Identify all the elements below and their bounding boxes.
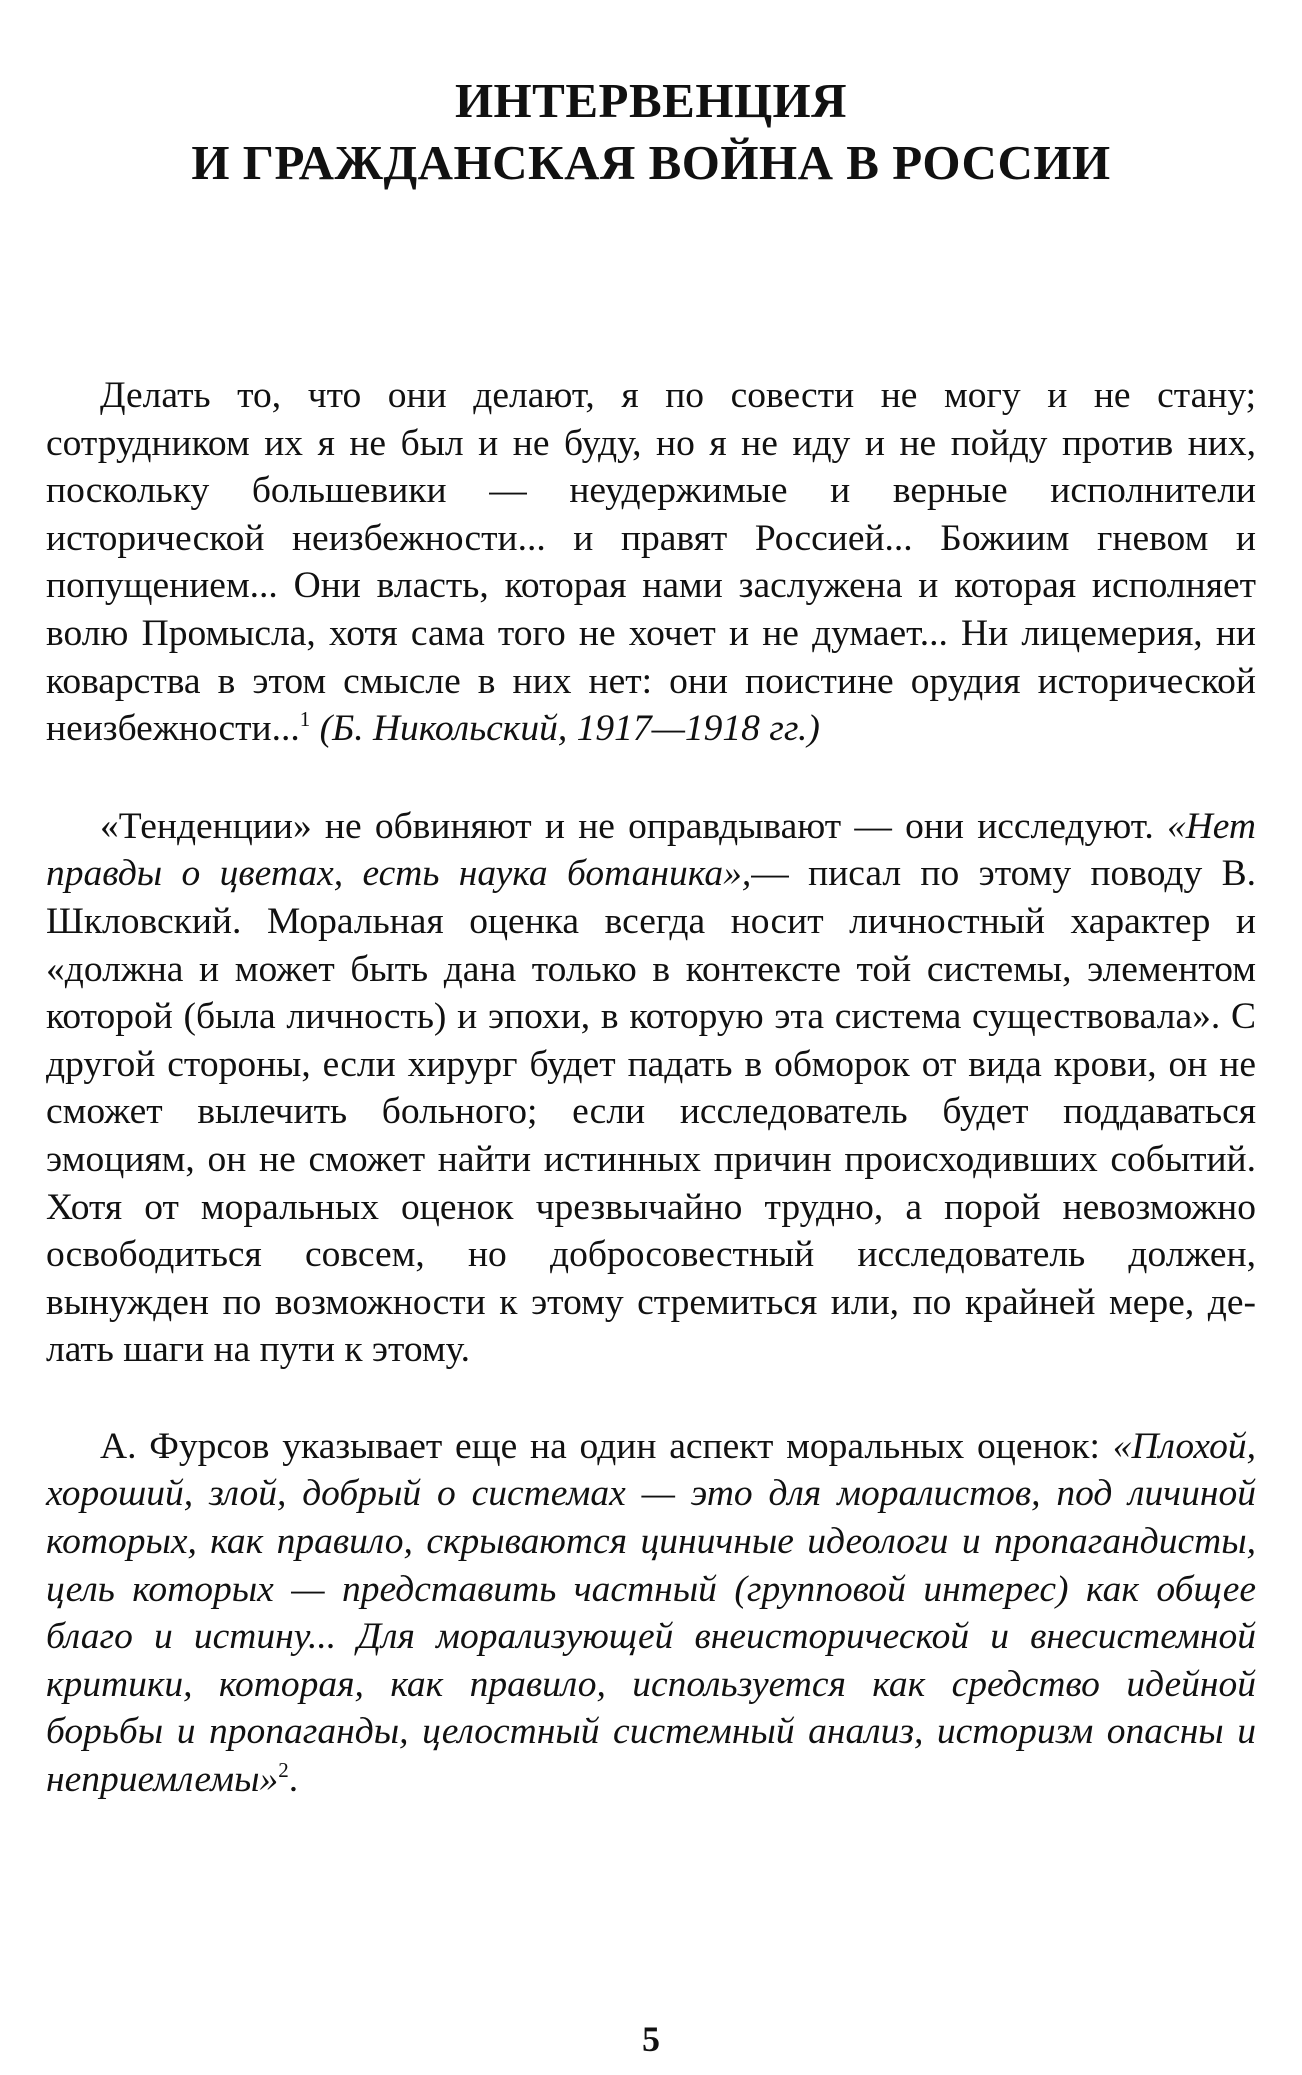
chapter-title-line-1: ИНТЕРВЕНЦИЯ: [454, 73, 848, 128]
fursov-quote: «Плохой, хороший, злой, добрый о системах — это для моралистов, под личиной которых, как правило, скрываются циничные идеологи и пропагандисты, цель которых — представить частный (групповой интерес) как общее благо и истину... Для морализующей внеисторической и внесистемной критики, которая, как правило, используется как средство идейной борьбы и пропаганды, целостный системный анализ, историзм опасны и неприемлемы»: [46, 1425, 1256, 1801]
footnote-mark-2: 2: [278, 1758, 289, 1783]
shklovsky-quote: «Нет правды о цветах, есть наука ботаника»,: [46, 805, 1256, 895]
body-paragraph-1: [46, 803, 1256, 1374]
paragraph-end: .: [288, 1759, 299, 1801]
epigraph-paragraph: [46, 372, 1256, 753]
body-paragraph-2: [46, 1423, 1256, 1804]
epigraph-text: Делать то, что они делают, я по совести не могу и не стану; сотрудником их я не был и не буду, но я не иду и не пойду против них, поскольку большевики — неудержимые и верные исполнители исторической неизбежности... и правят Россией... Божиим гневом и попущением... Они власть, которая нами заслужена и которая исполняет волю Промысла, хотя сама того не хочет и не думает... Ни лицемерия, ни коварства в этом смысле в них нет: они поистине орудия исторической неизбежности...: [46, 375, 1256, 750]
chapter-title-line-2: И ГРАЖДАНСКАЯ ВОЙНА В РОССИИ: [191, 135, 1111, 190]
chapter-title: [46, 70, 1256, 194]
paragraph-text: А. Фурсов указывает еще на один аспект моральных оценок:: [100, 1425, 1113, 1467]
book-page: [46, 70, 1256, 1804]
paragraph-text: — писал по этому поводу В. Шкловский. Моральная оценка всегда носит личностный характер и «должна и может быть дана только в контексте той системы, элементом которой (была личность) и эпохи, в которую эта система существовала». С другой стороны, если хирург будет падать в обморок от вида крови, он не сможет вылечить больного; если исследователь будет поддаваться эмоциям, он не сможет найти истинных причин происходивших событий. Хотя от моральных оценок чрезвычайно трудно, а порой невозможно освободиться совсем, но добросовестный исследователь должен, вынужден по возможности к этому стремиться или, по крайней мере, делать шаги на пути к этому.: [46, 853, 1256, 1371]
paragraph-text: «Тенденции» не обвиняют и не оправдывают — они исследуют.: [100, 805, 1167, 847]
page-number: 5: [642, 2019, 660, 2059]
epigraph-attribution: (Б. Никольский, 1917—1918 гг.): [310, 708, 820, 750]
footnote-mark-1: 1: [299, 707, 311, 732]
